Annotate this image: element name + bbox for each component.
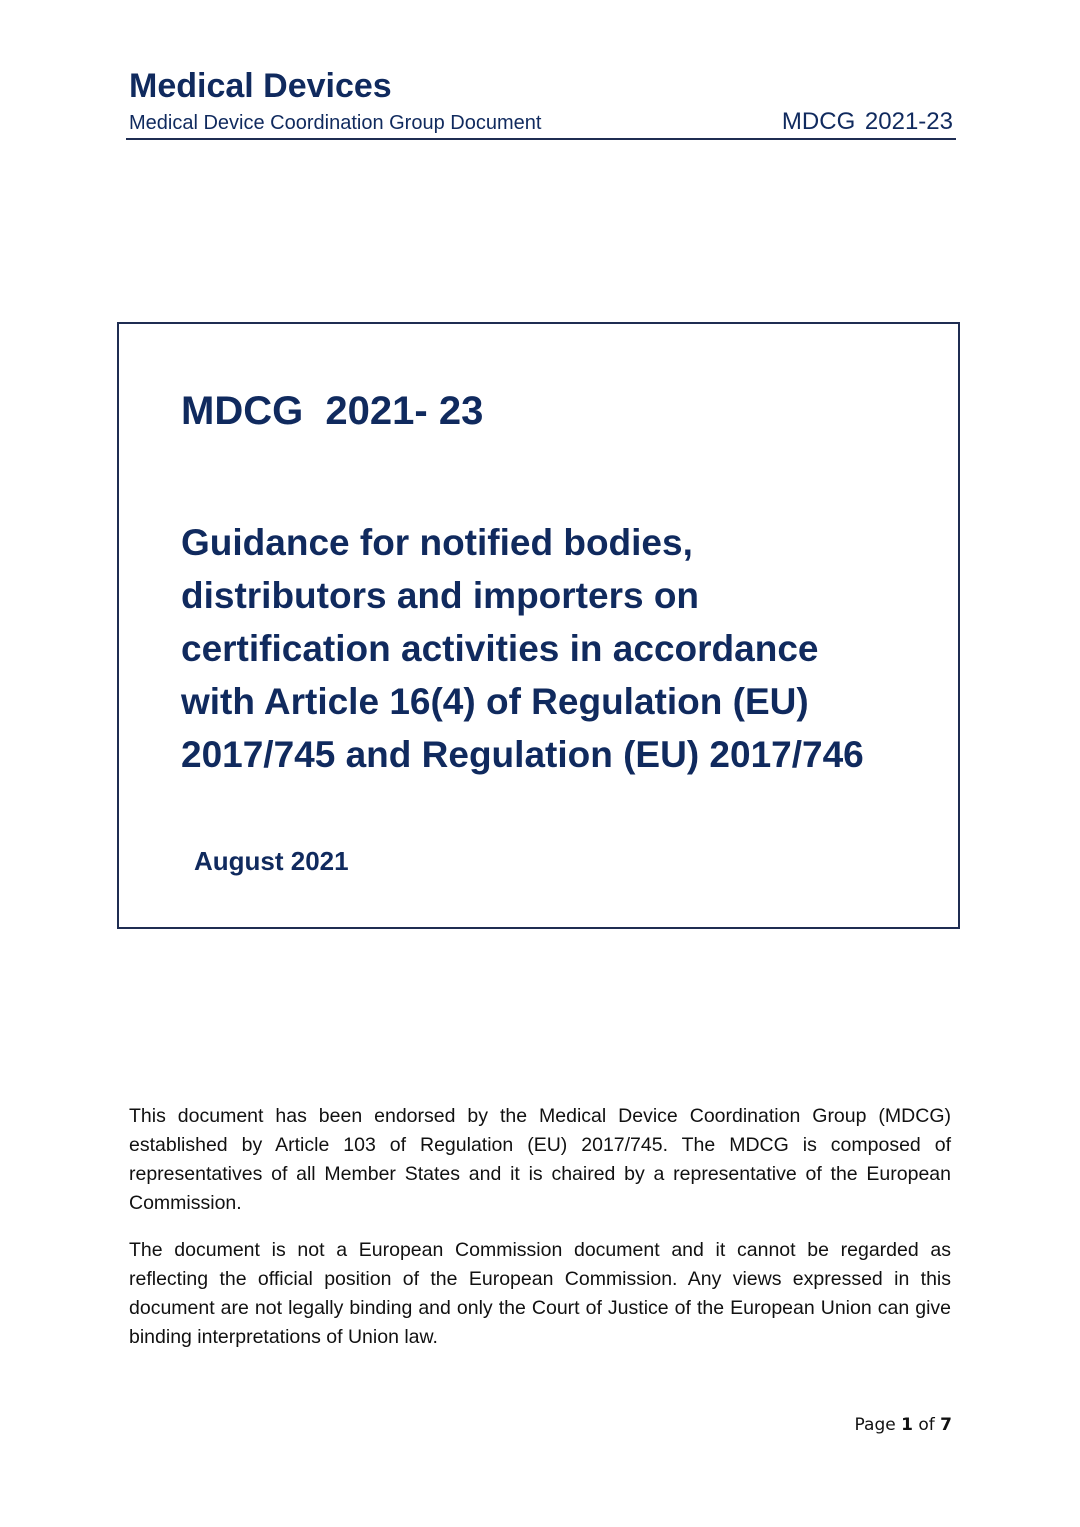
disclaimer-paragraph: The document is not a European Commission document and it cannot be regarded as reflecting the official position of the European Commission. Any views expressed in this document are not legally binding and only the Court of Justice of the European Union can give binding interpretations of Union law.	[129, 1239, 951, 1348]
document-title-line: distributors and importers on	[181, 575, 700, 616]
disclaimer-paragraph: This document has been endorsed by the Medical Device Coordination Group (MDCG) established by Article 103 of Regulation (EU) 2017/745. The MDCG is composed of representatives of all Member States and it is chaired by a representative of the European Commission.	[129, 1105, 951, 1214]
document-title-line: 2017/745 and Regulation (EU) 2017/746	[181, 734, 864, 775]
header-document-code: MDCG 2021-23	[781, 108, 953, 135]
header-subtitle: Medical Device Coordination Group Document	[129, 112, 542, 134]
disclaimer-text	[129, 1102, 951, 1370]
document-code: MDCG 2021- 23	[181, 389, 484, 433]
document-title-line: Guidance for notified bodies,	[181, 522, 693, 563]
document-title-line: certification activities in accordance	[181, 628, 819, 669]
document-date: August 2021	[194, 846, 349, 876]
document-title-line: with Article 16(4) of Regulation (EU)	[181, 681, 809, 722]
page-total: 7	[940, 1415, 952, 1435]
page-current: 1	[901, 1415, 913, 1435]
document-header	[126, 62, 956, 140]
title-box	[117, 322, 960, 929]
document-title	[181, 516, 941, 781]
of-label: of	[918, 1415, 935, 1435]
header-title: Medical Devices	[129, 67, 392, 105]
page-label: Page	[854, 1415, 896, 1435]
page-number	[855, 1415, 952, 1435]
